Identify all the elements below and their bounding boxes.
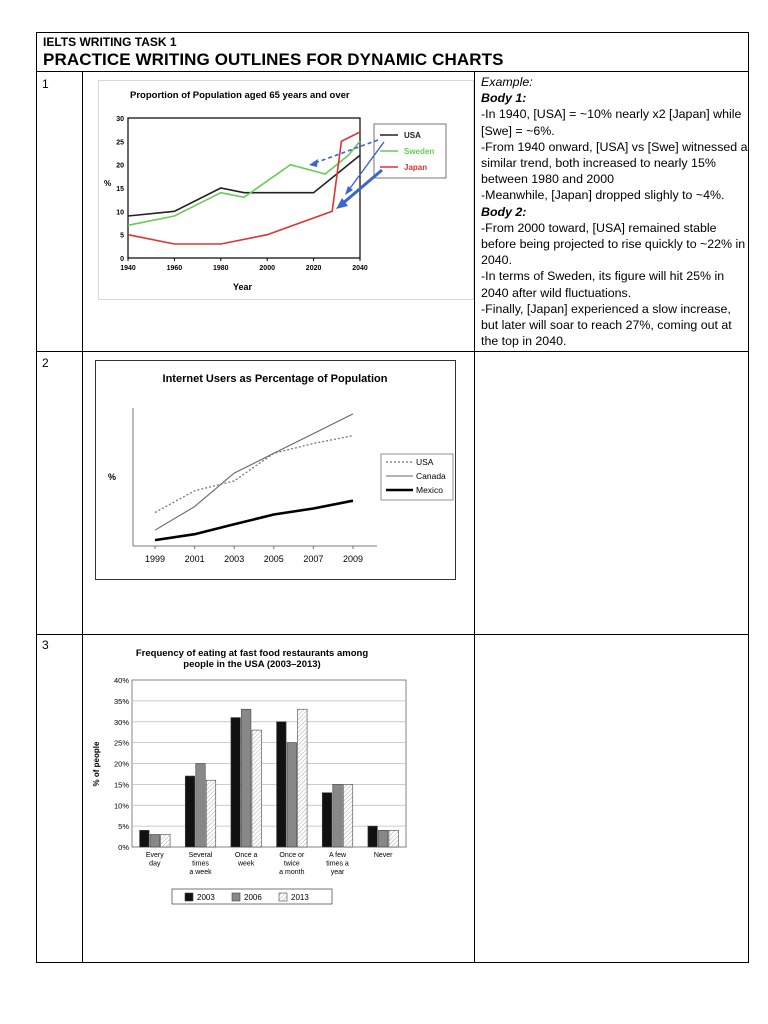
row-number-2: 2 [42, 356, 49, 370]
chart2-y-label: % [108, 472, 117, 482]
chart3-bar-2013 [343, 784, 353, 847]
chart3-x-tick: Never [373, 852, 393, 859]
row-divider-1 [37, 351, 748, 352]
chart3-bar-2013 [161, 834, 171, 847]
chart2-legend-label: Canada [416, 471, 446, 481]
internet-users-line-chart [95, 360, 456, 580]
worksheet-header [36, 32, 749, 72]
chart3-x-tick: A few [328, 852, 347, 859]
chart1-legend-label: Sweden [404, 147, 435, 156]
chart1-y-tick: 20 [116, 162, 124, 170]
chart1-x-label: Year [233, 282, 253, 292]
chart3-x-tick: times a [326, 860, 349, 868]
chart3-x-tick: Every [145, 852, 164, 859]
chart1-y-tick: 5 [120, 232, 124, 240]
chart3-x-tick: a week [189, 869, 212, 876]
population-65-line-chart [98, 80, 474, 300]
chart3-bar-2003 [277, 722, 287, 847]
chart3-y-tick: 30% [113, 717, 129, 727]
body1-line: -Meanwhile, [Japan] dropped slighly to ~4%. [481, 188, 725, 203]
chart1-legend-label: USA [404, 131, 421, 140]
chart3-bar-2006 [150, 834, 160, 847]
chart3-x-tick: day [149, 860, 161, 868]
chart2-x-tick: 2007 [303, 554, 324, 564]
chart3-x-tick: week [237, 860, 255, 868]
fast-food-bar-chart [82, 634, 436, 914]
chart3-bar-2013 [389, 830, 399, 847]
body1-line: -In 1940, [USA] = ~10% nearly x2 [Japan] while [Swe] = ~6%. [481, 107, 742, 138]
chart3-x-tick: Several [188, 852, 213, 859]
chart3-y-tick: 20% [113, 759, 129, 769]
chart1-x-tick: 1960 [166, 265, 183, 272]
chart3-y-tick: 15% [113, 780, 129, 790]
chart1-legend-label: Japan [404, 163, 428, 172]
body2-title: Body 2: [481, 204, 527, 219]
chart1-title: Proportion of Population aged 65 years and over [130, 90, 350, 101]
chart2-title: Internet Users as Percentage of Population [162, 373, 388, 385]
chart3-bar-2013 [206, 780, 216, 847]
chart1-y-tick: 15 [116, 186, 124, 193]
body2-line: -From 2000 toward, [USA] remained stable before being projected to rise quickly to ~22% in 2040. [481, 220, 746, 268]
chart3-x-tick: Once or [279, 852, 305, 859]
chart2-legend-label: USA [416, 457, 434, 467]
chart3-y-tick: 10% [113, 801, 129, 811]
chart3-y-tick: 0% [118, 843, 129, 852]
chart3-bar-2006 [196, 764, 206, 848]
chart3-x-tick: a month [279, 869, 305, 876]
chart3-bar-2013 [252, 730, 262, 847]
chart3-bar-2003 [322, 793, 332, 847]
chart3-x-tick: year [330, 869, 345, 876]
example-label: Example: [481, 75, 533, 89]
chart3-bar-2006 [333, 784, 343, 847]
task-label: IELTS WRITING TASK 1 [43, 35, 177, 49]
chart3-legend-swatch [279, 893, 287, 901]
body2-line: -Finally, [Japan] experienced a slow increase, but later will soar to reach 27%, coming out at the top in 2040. [481, 301, 732, 349]
chart1-y-label: % [104, 179, 112, 188]
chart1-x-tick: 2040 [352, 265, 368, 272]
chart1-frame [99, 81, 474, 300]
chart3-bar-2006 [378, 830, 388, 847]
chart2-x-tick: 2001 [184, 554, 205, 564]
body1-title: Body 1: [481, 91, 527, 106]
chart2-x-tick: 2009 [342, 554, 364, 564]
chart3-legend-label: 2006 [244, 893, 262, 902]
chart3-bar-2006 [287, 743, 297, 847]
chart3-legend-label: 2013 [291, 893, 309, 902]
chart3-x-tick: twice [283, 860, 300, 868]
chart3-x-tick: times [192, 860, 209, 868]
chart3-title-line: Frequency of eating at fast food restaurants among [135, 648, 369, 659]
body2-line: -In terms of Sweden, its figure will hit 25% in 2040 after wild fluctuations. [481, 269, 725, 300]
chart3-legend-label: 2003 [197, 893, 215, 902]
chart3-bar-2003 [185, 776, 195, 847]
chart3-bar-2003 [231, 718, 241, 847]
chart1-x-tick: 1980 [213, 265, 229, 272]
chart1-x-tick: 2000 [259, 265, 275, 272]
chart1-x-tick: 2020 [305, 265, 322, 272]
chart2-legend-label: Mexico [416, 485, 443, 495]
chart1-y-tick: 30 [116, 116, 124, 123]
chart3-bar-2013 [298, 709, 308, 847]
row-number-1: 1 [42, 77, 49, 91]
chart2-x-tick: 2003 [224, 554, 245, 564]
chart3-x-tick: Once a [234, 852, 258, 859]
chart3-bar-2006 [241, 709, 251, 847]
chart1-x-tick: 1940 [120, 265, 136, 272]
chart3-title-line: people in the USA (2003–2013) [183, 659, 321, 670]
chart1-y-tick: 0 [120, 256, 124, 263]
chart3-y-tick: 25% [113, 738, 129, 748]
body1-line: -From 1940 onward, [USA] vs [Swe] witnessed a similar trend, both increased to nearly 15% between 1980 and 2000 [481, 139, 748, 187]
chart1-y-tick: 10 [116, 209, 124, 217]
chart1-y-tick: 25 [116, 139, 124, 147]
chart3-y-label: % of people [92, 741, 101, 787]
chart3-y-tick: 5% [118, 822, 129, 832]
page-title: PRACTICE WRITING OUTLINES FOR DYNAMIC CHARTS [43, 50, 504, 69]
example-outline [481, 74, 749, 349]
chart2-x-tick: 1999 [144, 554, 166, 564]
chart2-x-tick: 2005 [263, 554, 284, 564]
column-divider-2 [474, 72, 475, 962]
chart3-y-tick: 35% [113, 696, 129, 706]
chart3-legend [185, 893, 309, 902]
chart3-y-tick: 40% [113, 676, 129, 685]
chart3-bar-2003 [140, 830, 150, 847]
chart3-legend-swatch [232, 893, 240, 901]
row-number-3: 3 [42, 638, 49, 652]
chart3-bar-2003 [368, 826, 378, 847]
chart3-legend-swatch [185, 893, 193, 901]
